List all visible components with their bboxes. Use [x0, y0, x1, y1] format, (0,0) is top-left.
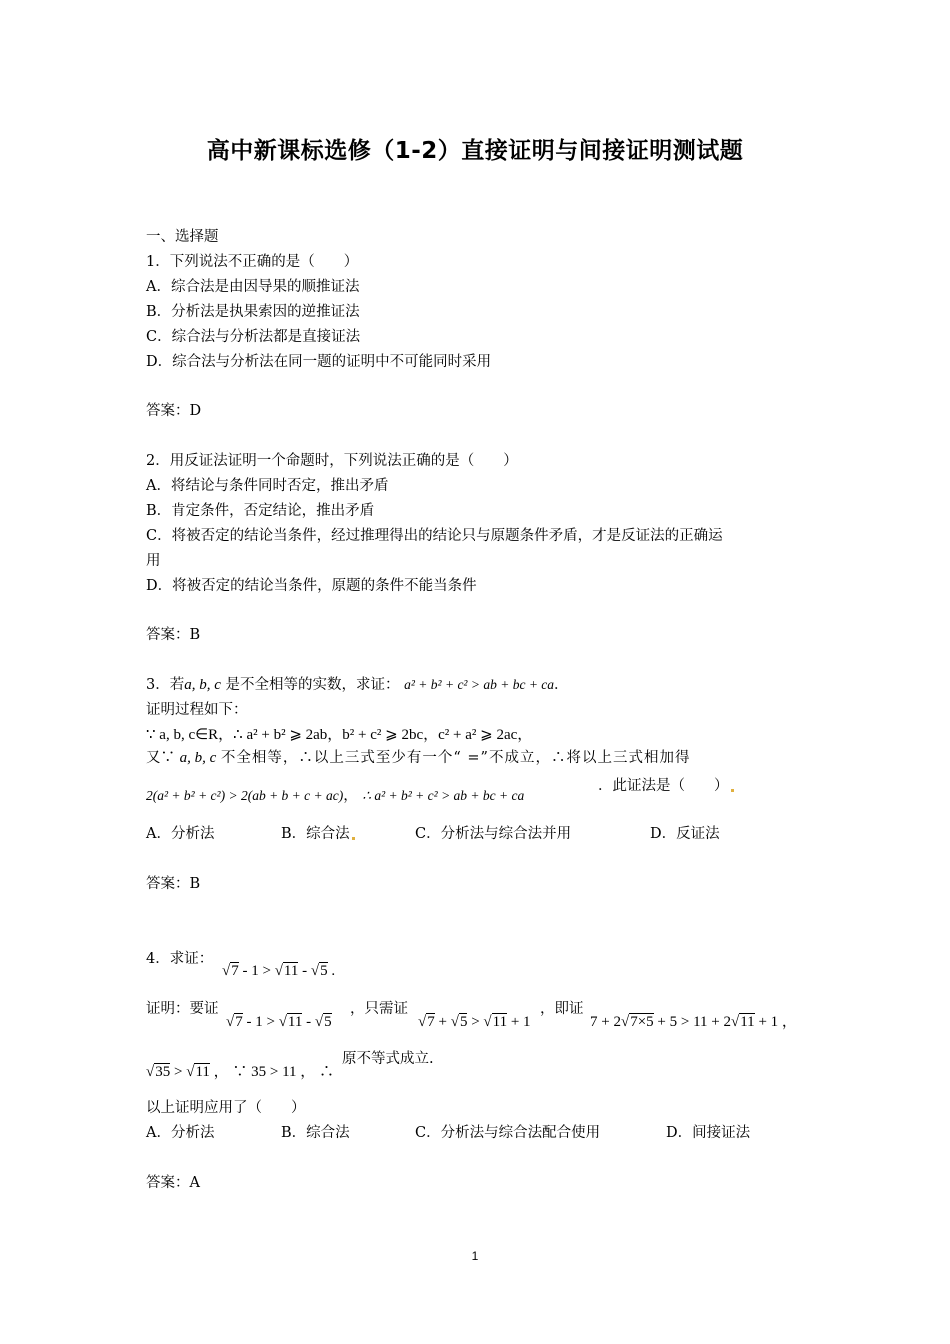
q2-option-a: A．将结论与条件同时否定，推出矛盾 — [146, 478, 389, 494]
q3-answer: 答案：B — [146, 876, 201, 892]
q3-proof-line3: 2(a² + b² + c²) > 2(ab + b + c + ac)， ∴ a² + b² + c² > ab + bc + ca — [146, 788, 525, 804]
q1-stem: 1．下列说法不正确的是（ ） — [146, 254, 359, 270]
q1-option-a: A．综合法是由因导果的顺推证法 — [146, 279, 360, 295]
q3-line2-pre: 又∵ — [146, 750, 175, 766]
page-number: 1 — [471, 1249, 479, 1263]
q2-stem: 2．用反证法证明一个命题时，下列说法正确的是（ ） — [146, 453, 518, 469]
page-title: 高中新课标选修（1-2）直接证明与间接证明测试题 — [206, 138, 744, 164]
q3-option-a: A．分析法 — [146, 826, 215, 842]
q4-step3: 7 + 2√7×5 + 5 > 11 + 2√11 + 1 ， — [590, 1014, 797, 1030]
q4-step4: √35 > √11 ， ∵ 35 > 11 ， ∴ — [146, 1064, 335, 1080]
q3-vars: a, b, c — [184, 677, 221, 693]
q2-option-b: B．肯定条件，否定结论，推出矛盾 — [146, 503, 375, 519]
q4-question: 以上证明应用了（ ） — [146, 1100, 306, 1116]
q3-proof-line2 — [146, 749, 690, 767]
q4-option-b: B．综合法 — [281, 1125, 350, 1141]
q2-option-c: C．将被否定的结论当条件，经过推理得出的结论只与原题条件矛盾，才是反证法的正确运 — [146, 528, 723, 544]
q3-option-d: D．反证法 — [650, 826, 720, 842]
q4-conclusion: 原不等式成立. — [342, 1051, 434, 1067]
q3-stem-pre: 3．若 — [146, 677, 185, 693]
q3-stem-mid: 是不全相等的实数，求证： — [225, 677, 400, 693]
section-heading: 一、选择题 — [146, 229, 219, 245]
q3-stem: 3．若a, b, c 是不全相等的实数，求证： a² + b² + c² > ab + bc + ca． — [146, 677, 569, 693]
q1-answer: 答案：D — [146, 403, 202, 419]
q4-only-need: ，只需证 — [350, 1001, 408, 1017]
q4-step1: √7 - 1 > √11 - √5 — [226, 1014, 332, 1030]
q4-step2: √7 + √5 > √11 + 1 — [418, 1014, 531, 1030]
q4-option-c: C．分析法与综合法配合使用 — [415, 1125, 601, 1141]
q4-i-e: ，即证 — [540, 1001, 584, 1017]
q4-answer: 答案：A — [146, 1175, 200, 1191]
q3-option-b — [281, 825, 357, 843]
q3-inequality: a² + b² + c² > ab + bc + ca — [404, 677, 555, 692]
q3-line2-post: 不全相等，∴以上三式至少有一个“ =”不成立，∴将以上三式相加得 — [220, 750, 691, 766]
q1-option-b: B．分析法是执果索因的逆推证法 — [146, 304, 360, 320]
q4-proof-pre: 证明：要证 — [146, 1001, 219, 1017]
q4-option-d: D．间接证法 — [666, 1125, 751, 1141]
q4-option-a: A．分析法 — [146, 1125, 215, 1141]
q2-option-d: D．将被否定的结论当条件，原题的条件不能当条件 — [146, 578, 477, 594]
decorative-dot — [731, 789, 734, 792]
q3-option-b-label: B．综合法 — [281, 826, 350, 842]
q2-answer: 答案：B — [146, 627, 201, 643]
q4-stem: 4．求证： — [146, 951, 214, 967]
q1-option-d: D．综合法与分析法在同一题的证明中不可能同时采用 — [146, 354, 492, 370]
decorative-dot — [352, 837, 355, 840]
q3-tail-text: ．此证法是（ ） — [598, 778, 729, 794]
q3-question-tail — [598, 777, 736, 795]
q3-option-c: C．分析法与综合法并用 — [415, 826, 572, 842]
q3-line2-vars: a, b, c — [179, 750, 217, 766]
q1-option-c: C．综合法与分析法都是直接证法 — [146, 329, 361, 345]
q2-option-c-cont: 用 — [146, 553, 161, 569]
q3-conclusion: ∴ a² + b² + c² > ab + bc + ca — [362, 788, 525, 803]
q3-sum-inequality: 2(a² + b² + c²) > 2(ab + b + c + ac) — [146, 788, 344, 803]
q3-process-heading: 证明过程如下： — [146, 702, 248, 718]
q3-proof-line1: ∵ a, b, c∈R，∴ a² + b² ⩾ 2ab，b² + c² ⩾ 2bc，c² + a² ⩾ 2ac， — [146, 727, 533, 743]
q4-claim: √7 - 1 > √11 - √5 . — [222, 963, 336, 979]
